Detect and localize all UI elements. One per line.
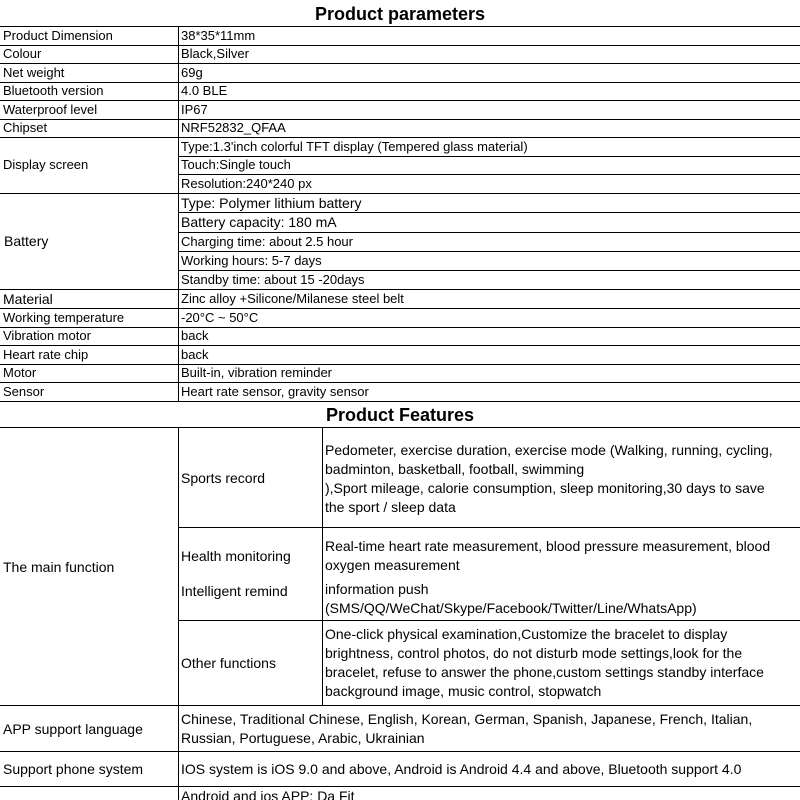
- grid-line: [0, 289, 800, 290]
- intelligent-remind-line: (SMS/QQ/WeChat/Skype/Facebook/Twitter/Line/WhatsApp): [325, 600, 697, 616]
- battery-working: Working hours: 5-7 days: [181, 252, 322, 268]
- grid-line: [178, 174, 800, 175]
- grid-line: [0, 705, 800, 706]
- phone-system-value: IOS system is iOS 9.0 and above, Android is Android 4.4 and above, Bluetooth support 4.0: [181, 761, 742, 777]
- param-label-weight: Net weight: [3, 64, 65, 80]
- grid-line: [0, 193, 800, 194]
- param-value-colour: Black,Silver: [181, 46, 249, 61]
- param-label-colour: Colour: [3, 46, 42, 61]
- param-value-material: Zinc alloy +Silicone/Milanese steel belt: [181, 290, 404, 306]
- param-label-vibration: Vibration motor: [3, 328, 91, 343]
- param-value-heart-chip: back: [181, 346, 209, 362]
- grid-line: [0, 26, 800, 27]
- display-type: Type:1.3'inch colorful TFT display (Tempered glass material): [181, 138, 528, 154]
- grid-line: [0, 308, 800, 309]
- other-functions-line: brightness, control photos, do not disturb mode settings,look for the: [325, 645, 743, 661]
- param-label-dimension: Product Dimension: [3, 28, 113, 43]
- display-label: Display screen: [3, 157, 89, 172]
- param-label-heart-chip: Heart rate chip: [3, 346, 89, 362]
- param-label-bluetooth: Bluetooth version: [3, 83, 104, 98]
- battery-standby: Standby time: about 15 -20days: [181, 271, 365, 287]
- main-function-label: The main function: [3, 559, 115, 575]
- param-label-sensor: Sensor: [3, 383, 45, 399]
- display-touch: Touch:Single touch: [181, 157, 291, 172]
- parameters-title: Product parameters: [314, 4, 486, 24]
- grid-line: [178, 156, 800, 157]
- grid-line: [178, 212, 800, 213]
- grid-line: [0, 345, 800, 346]
- sports-record-line: Pedometer, exercise duration, exercise mode (Walking, running, cycling,: [325, 442, 773, 458]
- features-title: Product Features: [325, 405, 475, 425]
- grid-line: [0, 45, 800, 46]
- other-functions-line: bracelet, refuse to answer the phone,custom settings standby interface: [325, 664, 764, 680]
- param-value-sensor: Heart rate sensor, gravity sensor: [181, 383, 369, 399]
- param-value-bluetooth: 4.0 BLE: [181, 83, 228, 98]
- app-language-desc: [178, 710, 800, 748]
- grid-line: [0, 100, 800, 101]
- param-label-temperature: Working temperature: [3, 309, 125, 325]
- sports-record-line: ),Sport mileage, calorie consumption, sleep monitoring,30 days to save: [325, 480, 765, 496]
- sports-record-line: the sport / sleep data: [325, 499, 456, 515]
- grid-line: [178, 251, 800, 252]
- grid-line: [0, 119, 800, 120]
- grid-line: [0, 137, 800, 138]
- grid-line: [0, 401, 800, 402]
- other-functions-label: Other functions: [181, 655, 276, 671]
- app-language-line: Russian, Portuguese, Arabic, Ukrainian: [181, 730, 425, 746]
- sports-record-line: badminton, basketball, football, swimming: [325, 461, 585, 477]
- param-value-vibration: back: [181, 328, 209, 343]
- health-monitoring-label: Health monitoring: [181, 548, 291, 564]
- param-value-motor: Built-in, vibration reminder: [181, 365, 333, 380]
- grid-line: [322, 427, 323, 705]
- grid-line: [178, 527, 800, 528]
- param-label-motor: Motor: [3, 365, 37, 380]
- sports-record-label: Sports record: [181, 470, 266, 486]
- sports-record-desc: [322, 441, 800, 517]
- health-monitoring-desc: [322, 537, 800, 577]
- display-resolution: Resolution:240*240 px: [181, 175, 312, 191]
- param-value-weight: 69g: [181, 64, 203, 80]
- grid-line: [0, 382, 800, 383]
- param-label-chipset: Chipset: [3, 120, 48, 135]
- battery-label: Battery: [4, 233, 49, 249]
- grid-line: [178, 232, 800, 233]
- other-functions-line: One-click physical examination,Customize the bracelet to display: [325, 626, 728, 642]
- app-language-line: Chinese, Traditional Chinese, English, Korean, German, Spanish, Japanese, French, Italian,: [181, 711, 753, 727]
- grid-line: [0, 63, 800, 64]
- grid-line: [0, 427, 800, 428]
- grid-line: [0, 82, 800, 83]
- battery-capacity: Battery capacity: 180 mA: [181, 214, 337, 230]
- phone-system-label: Support phone system: [3, 761, 144, 777]
- param-label-waterproof: Waterproof level: [3, 101, 98, 117]
- grid-line: [178, 620, 800, 621]
- grid-line: [0, 364, 800, 365]
- grid-line: [178, 270, 800, 271]
- intelligent-remind-label: Intelligent remind: [181, 583, 288, 599]
- grid-line: [0, 751, 800, 752]
- param-label-material: Material: [3, 290, 53, 307]
- health-monitoring-line: oxygen measurement: [325, 557, 460, 573]
- grid-line: [0, 327, 800, 328]
- grid-line: [178, 26, 179, 401]
- app-name-value: Android and ios APP: Da Fit: [181, 788, 355, 800]
- other-functions-desc: [322, 625, 800, 701]
- grid-line: [0, 786, 800, 787]
- param-value-chipset: NRF52832_QFAA: [181, 120, 286, 135]
- param-value-temperature: -20°C ~ 50°C: [181, 309, 259, 325]
- battery-charging: Charging time: about 2.5 hour: [181, 233, 353, 249]
- app-language-label: APP support language: [3, 721, 143, 737]
- health-monitoring-line: Real-time heart rate measurement, blood pressure measurement, blood: [325, 538, 771, 554]
- grid-line: [178, 427, 179, 800]
- other-functions-line: background image, music control, stopwatch: [325, 683, 602, 699]
- param-value-dimension: 38*35*11mm: [181, 28, 256, 43]
- intelligent-remind-desc: [322, 580, 800, 620]
- param-value-waterproof: IP67: [181, 101, 208, 117]
- intelligent-remind-line: information push: [325, 581, 429, 597]
- battery-type: Type: Polymer lithium battery: [181, 194, 362, 211]
